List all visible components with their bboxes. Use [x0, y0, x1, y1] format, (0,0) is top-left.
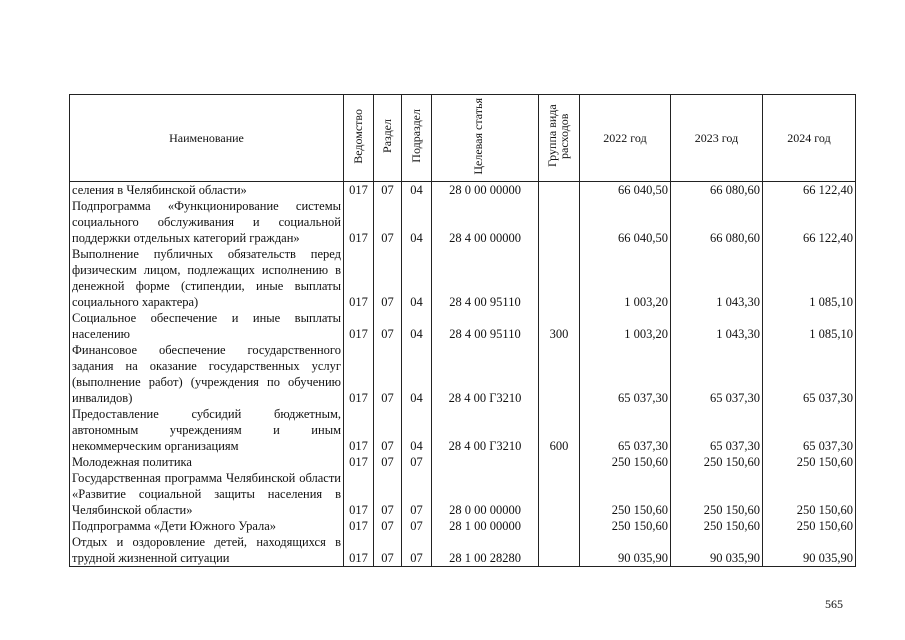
row-subsection: 04: [402, 406, 432, 454]
row-value-2023: 66 080,60: [671, 182, 763, 199]
row-department: 017: [344, 198, 374, 246]
row-department: 017: [344, 342, 374, 406]
row-expense-group: [539, 198, 580, 246]
row-expense-group: [539, 246, 580, 310]
row-name: селения в Челябинской области»: [70, 182, 344, 199]
row-target-article: 28 4 00 00000: [432, 198, 539, 246]
row-name: Подпрограмма «Функционирование системы социального обслуживания и социальной поддержки отдельных категорий граждан»: [70, 198, 344, 246]
header-section-label: Раздел: [380, 119, 394, 153]
header-section: [374, 95, 402, 182]
header-target-article: [432, 95, 539, 182]
row-department: 017: [344, 406, 374, 454]
row-value-2022: 66 040,50: [580, 198, 671, 246]
row-value-2023: 65 037,30: [671, 342, 763, 406]
row-section: 07: [374, 246, 402, 310]
budget-table: [69, 94, 856, 567]
row-department: 017: [344, 518, 374, 534]
budget-table-container: [69, 94, 855, 567]
row-expense-group: [539, 470, 580, 518]
header-2024: 2024 год: [763, 95, 856, 182]
row-value-2022: 65 037,30: [580, 406, 671, 454]
row-value-2024: 65 037,30: [763, 342, 856, 406]
row-section: 07: [374, 342, 402, 406]
row-department: 017: [344, 454, 374, 470]
row-department: 017: [344, 182, 374, 199]
row-subsection: 07: [402, 518, 432, 534]
header-subsection-label: Подраздел: [409, 109, 423, 163]
row-subsection: 04: [402, 342, 432, 406]
row-department: 017: [344, 246, 374, 310]
row-target-article: 28 1 00 00000: [432, 518, 539, 534]
row-value-2024: 65 037,30: [763, 406, 856, 454]
row-value-2023: 250 150,60: [671, 518, 763, 534]
table-body: [70, 182, 856, 567]
row-expense-group: 600: [539, 406, 580, 454]
table-row: [70, 342, 856, 406]
row-value-2022: 250 150,60: [580, 470, 671, 518]
row-name: Подпрограмма «Дети Южного Урала»: [70, 518, 344, 534]
table-row: [70, 246, 856, 310]
row-subsection: 04: [402, 310, 432, 342]
row-value-2022: 90 035,90: [580, 534, 671, 567]
row-name: Молодежная политика: [70, 454, 344, 470]
row-value-2024: 1 085,10: [763, 310, 856, 342]
row-section: 07: [374, 518, 402, 534]
row-expense-group: [539, 518, 580, 534]
row-value-2022: 65 037,30: [580, 342, 671, 406]
row-department: 017: [344, 470, 374, 518]
row-name: Отдых и оздоровление детей, находящихся в трудной жизненной ситуации: [70, 534, 344, 567]
row-value-2023: 250 150,60: [671, 470, 763, 518]
row-target-article: 28 4 00 Г3210: [432, 342, 539, 406]
row-target-article: 28 4 00 95110: [432, 246, 539, 310]
table-row: [70, 182, 856, 199]
row-section: 07: [374, 534, 402, 567]
row-expense-group: [539, 182, 580, 199]
row-target-article: 28 0 00 00000: [432, 470, 539, 518]
page-number: 565: [825, 597, 843, 611]
row-value-2024: 66 122,40: [763, 198, 856, 246]
row-value-2024: 90 035,90: [763, 534, 856, 567]
row-value-2023: 1 043,30: [671, 246, 763, 310]
table-row: [70, 198, 856, 246]
table-row: [70, 470, 856, 518]
row-name: Предоставление субсидий бюджетным, автономным учреждениям и иным некоммерческим организациям: [70, 406, 344, 454]
row-value-2022: 250 150,60: [580, 518, 671, 534]
header-subsection: [402, 95, 432, 182]
row-department: 017: [344, 310, 374, 342]
table-row: [70, 518, 856, 534]
header-target-article-label: Целевая статья: [471, 97, 485, 175]
row-target-article: [432, 454, 539, 470]
table-row: [70, 406, 856, 454]
row-expense-group: [539, 342, 580, 406]
row-value-2024: 1 085,10: [763, 246, 856, 310]
row-value-2024: 250 150,60: [763, 470, 856, 518]
row-expense-group: [539, 454, 580, 470]
row-target-article: 28 4 00 95110: [432, 310, 539, 342]
row-expense-group: [539, 534, 580, 567]
row-value-2023: 66 080,60: [671, 198, 763, 246]
row-section: 07: [374, 470, 402, 518]
table-row: [70, 454, 856, 470]
row-value-2022: 66 040,50: [580, 182, 671, 199]
row-subsection: 07: [402, 454, 432, 470]
header-expense-group: [539, 95, 580, 182]
header-2023: 2023 год: [671, 95, 763, 182]
row-section: 07: [374, 454, 402, 470]
row-subsection: 04: [402, 198, 432, 246]
row-section: 07: [374, 198, 402, 246]
row-subsection: 04: [402, 182, 432, 199]
row-value-2022: 1 003,20: [580, 310, 671, 342]
row-subsection: 04: [402, 246, 432, 310]
row-name: Социальное обеспечение и иные выплаты населению: [70, 310, 344, 342]
row-value-2024: 250 150,60: [763, 454, 856, 470]
row-target-article: 28 4 00 Г3210: [432, 406, 539, 454]
row-expense-group: 300: [539, 310, 580, 342]
row-name: Финансовое обеспечение государственного задания на оказание государственных услуг (выполнение работ) (учреждения по обучению инвалидов): [70, 342, 344, 406]
row-value-2024: 250 150,60: [763, 518, 856, 534]
row-target-article: 28 0 00 00000: [432, 182, 539, 199]
row-department: 017: [344, 534, 374, 567]
table-row: [70, 534, 856, 567]
row-subsection: 07: [402, 534, 432, 567]
row-target-article: 28 1 00 28280: [432, 534, 539, 567]
row-section: 07: [374, 310, 402, 342]
row-value-2023: 1 043,30: [671, 310, 763, 342]
header-department: [344, 95, 374, 182]
header-expense-group-label: Группа вида расходов: [545, 104, 571, 168]
header-2022: 2022 год: [580, 95, 671, 182]
row-name: Выполнение публичных обязательств перед физическим лицом, подлежащих исполнению в денежной форме (стипендии, иные выплаты социального характера): [70, 246, 344, 310]
header-row: [70, 95, 856, 182]
row-value-2023: 250 150,60: [671, 454, 763, 470]
row-name: Государственная программа Челябинской области «Развитие социальной защиты населения в Челябинской области»: [70, 470, 344, 518]
row-section: 07: [374, 406, 402, 454]
row-value-2022: 1 003,20: [580, 246, 671, 310]
row-value-2022: 250 150,60: [580, 454, 671, 470]
row-value-2023: 90 035,90: [671, 534, 763, 567]
row-section: 07: [374, 182, 402, 199]
table-row: [70, 310, 856, 342]
row-subsection: 07: [402, 470, 432, 518]
row-value-2024: 66 122,40: [763, 182, 856, 199]
row-value-2023: 65 037,30: [671, 406, 763, 454]
header-department-label: Ведомство: [351, 108, 365, 164]
header-name: Наименование: [70, 95, 344, 182]
